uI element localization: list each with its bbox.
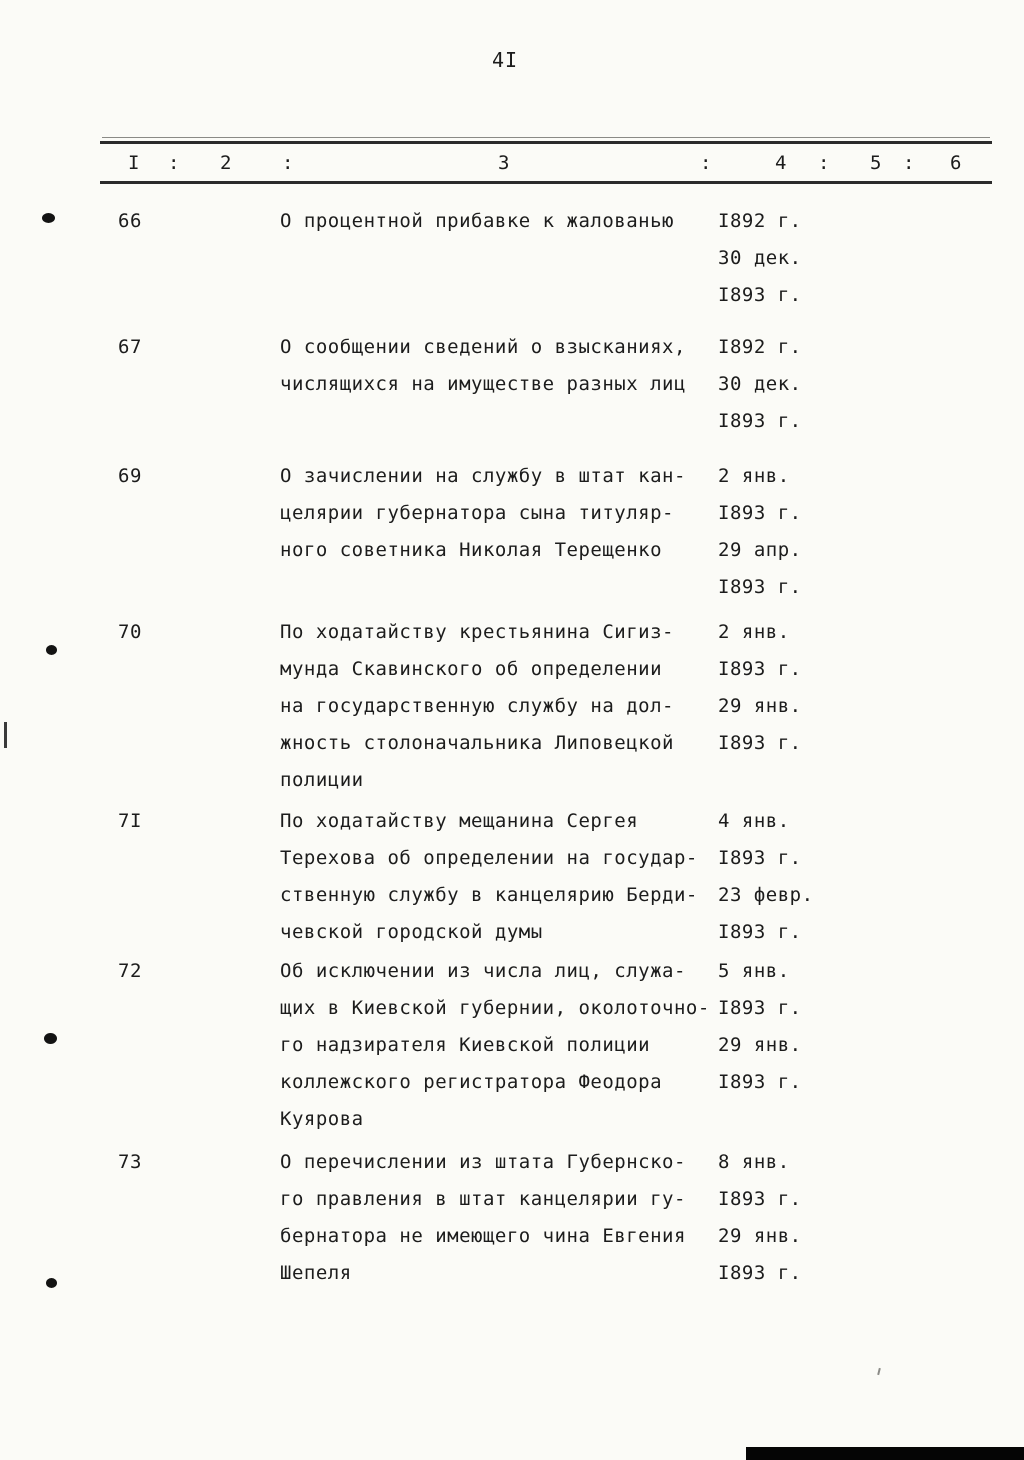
- date-line: I893 г.: [718, 732, 802, 754]
- description-line: числящихся на имуществе разных лиц: [280, 373, 686, 395]
- date-line: I893 г.: [718, 847, 802, 869]
- header-rule-ghost: [102, 137, 990, 138]
- header-separator: :: [700, 152, 712, 174]
- header-separator: :: [818, 152, 830, 174]
- header-col-5: 5: [870, 152, 882, 174]
- description-line: О процентной прибавке к жалованью: [280, 210, 674, 232]
- scan-edge-bar: [746, 1447, 1024, 1460]
- date-line: 29 янв.: [718, 1034, 802, 1056]
- entry-dates: [718, 614, 1008, 762]
- header-col-1: I: [128, 152, 140, 174]
- entry-description: [280, 614, 720, 799]
- ink-dot-mark: [46, 1278, 57, 1288]
- description-line: ного советника Николая Терещенко: [280, 539, 663, 561]
- entry-number: 70: [118, 621, 142, 643]
- description-line: Шепеля: [280, 1262, 352, 1284]
- description-line: го надзирателя Киевской полиции: [280, 1034, 651, 1056]
- date-line: 23 февр.: [718, 884, 814, 906]
- date-line: I893 г.: [718, 1262, 802, 1284]
- description-line: го правления в штат канцелярии гу-: [280, 1188, 686, 1210]
- description-line: чевской городской думы: [280, 921, 543, 943]
- date-line: 29 апр.: [718, 539, 802, 561]
- date-line: I893 г.: [718, 921, 802, 943]
- edge-tick-mark: [4, 722, 7, 748]
- header-col-3: 3: [498, 152, 510, 174]
- date-line: 30 дек.: [718, 373, 802, 395]
- description-line: коллежского регистратора Феодора: [280, 1071, 663, 1093]
- entry-description: [280, 203, 720, 240]
- ink-dot-mark: [44, 1033, 57, 1044]
- date-line: I893 г.: [718, 502, 802, 524]
- ink-dot-mark: [42, 213, 55, 223]
- date-line: I893 г.: [718, 410, 802, 432]
- entry-number: 7I: [118, 810, 142, 832]
- entry-description: [280, 803, 720, 951]
- entry-dates: [718, 803, 1008, 951]
- description-line: ственную службу в канцелярию Берди-: [280, 884, 698, 906]
- entry-dates: [718, 1144, 1008, 1292]
- header-col-4: 4: [775, 152, 787, 174]
- entry-description: [280, 1144, 720, 1292]
- description-line: полиции: [280, 769, 364, 791]
- entry-number: 72: [118, 960, 142, 982]
- date-line: I892 г.: [718, 336, 802, 358]
- date-line: 29 янв.: [718, 695, 802, 717]
- header-rule-bottom: [100, 181, 992, 184]
- date-line: I893 г.: [718, 284, 802, 306]
- entry-description: [280, 329, 720, 403]
- description-line: По ходатайству крестьянина Сигиз-: [280, 621, 674, 643]
- description-line: Об исключении из числа лиц, служа-: [280, 960, 686, 982]
- entry-dates: [718, 953, 1008, 1101]
- description-line: бернатора не имеющего чина Евгения: [280, 1225, 686, 1247]
- header-col-6: 6: [950, 152, 962, 174]
- description-line: жность столоначальника Липовецкой: [280, 732, 674, 754]
- description-line: По ходатайству мещанина Сергея: [280, 810, 639, 832]
- date-line: 2 янв.: [718, 465, 790, 487]
- entry-number: 67: [118, 336, 142, 358]
- date-line: 8 янв.: [718, 1151, 790, 1173]
- date-line: I892 г.: [718, 210, 802, 232]
- entry-number: 66: [118, 210, 142, 232]
- table-header-row: [0, 145, 1024, 181]
- description-line: О зачислении на службу в штат кан-: [280, 465, 686, 487]
- description-line: щих в Киевской губернии, околоточно-: [280, 997, 710, 1019]
- stray-mark: [877, 1368, 881, 1375]
- date-line: 5 янв.: [718, 960, 790, 982]
- entry-number: 73: [118, 1151, 142, 1173]
- header-separator: :: [168, 152, 180, 174]
- description-line: на государственную службу на дол-: [280, 695, 674, 717]
- header-rule-top: [100, 141, 992, 144]
- page-number: 4I: [491, 48, 519, 72]
- date-line: I893 г.: [718, 576, 802, 598]
- date-line: 30 дек.: [718, 247, 802, 269]
- date-line: I893 г.: [718, 658, 802, 680]
- entry-number: 69: [118, 465, 142, 487]
- date-line: I893 г.: [718, 1071, 802, 1093]
- header-separator: :: [903, 152, 915, 174]
- entry-description: [280, 953, 720, 1138]
- ink-dot-mark: [46, 645, 57, 655]
- date-line: I893 г.: [718, 1188, 802, 1210]
- entry-dates: [718, 458, 1008, 606]
- entry-dates: [718, 329, 1008, 440]
- date-line: 2 янв.: [718, 621, 790, 643]
- description-line: мунда Скавинского об определении: [280, 658, 663, 680]
- header-separator: :: [282, 152, 294, 174]
- description-line: Куярова: [280, 1108, 364, 1130]
- description-line: Терехова об определении на государ-: [280, 847, 698, 869]
- description-line: целярии губернатора сына титуляр-: [280, 502, 674, 524]
- date-line: I893 г.: [718, 997, 802, 1019]
- date-line: 29 янв.: [718, 1225, 802, 1247]
- header-col-2: 2: [220, 152, 232, 174]
- description-line: О сообщении сведений о взысканиях,: [280, 336, 686, 358]
- date-line: 4 янв.: [718, 810, 790, 832]
- description-line: О перечислении из штата Губернско-: [280, 1151, 686, 1173]
- entry-description: [280, 458, 720, 569]
- entry-dates: [718, 203, 1008, 314]
